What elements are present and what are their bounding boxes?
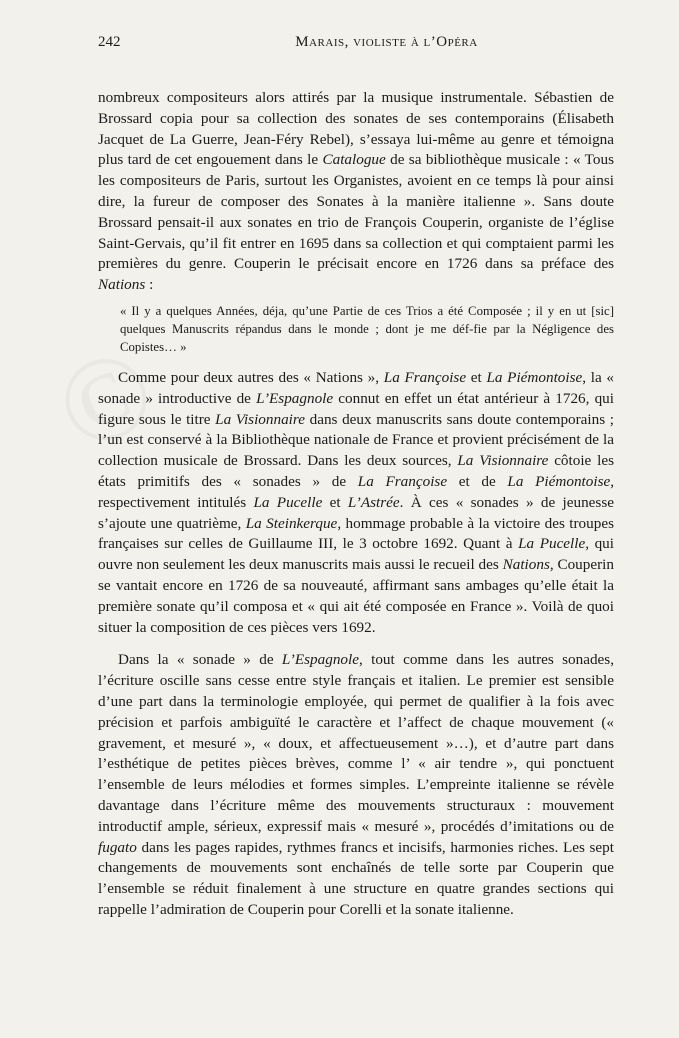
running-head: Marais, violiste à l’Opéra bbox=[295, 34, 478, 50]
paragraph-2 bbox=[98, 368, 614, 638]
italic-title: fugato bbox=[98, 838, 137, 856]
block-quote bbox=[120, 302, 614, 356]
text-run: connut en effet un état antérieur à 1726, qui figure sous le titre bbox=[98, 389, 614, 428]
text-run: , tout comme dans les autres sonades, l’écriture oscille sans cesse entre style français et italien. Le premier est sensible d’une part dans la terminologie employée, qui permet de qualifier à la fois avec précision et parfois ambiguïté le caractère et l’affect de chaque mouvement (« gravement, et mesuré », « doux, et affectueusement »…), et d’autre part dans l’esthétique de petites pièces brèves, comme l’ « air tendre », qui ponctuent l’ensemble de leurs mélodies et formes simples. L’empreinte italienne se révèle davantage dans l’écriture même des mouvements structuraux : mouvement introductif ample, sérieux, expressif mais « mesuré », procédés d’imitations ou de bbox=[98, 651, 615, 835]
text-run: , Couperin se vantait encore en 1726 de sa nouveauté, affirmant sans ambages qu’elle était la première sonate qu’il composa et « qui ait été composée en France ». Voilà de quoi situer la composition de ces pièces vers 1692. bbox=[98, 556, 614, 636]
italic-title: L’Espagnole bbox=[281, 651, 359, 669]
text-run: et bbox=[322, 493, 348, 511]
italic-title: La Piémontoise bbox=[507, 472, 611, 490]
italic-title: La Françoise bbox=[383, 368, 467, 386]
text-run: de sa bibliothèque musicale : « Tous les compositeurs de Paris, surtout les Organistes, avoient en ce temps là pour ainsi dire, la fureur de composer des Sonates à la manière italienne ». Sans doute Brossard pensait-il aux sonates en trio de François Couperin, organiste de l’église Saint-Gervais, qu’il fit entrer en 1695 dans sa collection et qui comptaient parmi les premières du genre. Couperin le précisait encore en 1726 dans sa préface des bbox=[98, 151, 614, 273]
italic-title: La Visionnaire bbox=[457, 452, 549, 470]
paragraph-1 bbox=[98, 88, 614, 296]
italic-title: Nations bbox=[98, 276, 146, 294]
text-run: Dans la « sonade » de bbox=[118, 651, 282, 669]
italic-title: Nations bbox=[502, 556, 550, 574]
italic-title: La Pucelle bbox=[518, 535, 586, 553]
text-run: côtoie les états primitifs des « sonades » de bbox=[98, 452, 614, 490]
text-run: . À ces « sonades » de jeunesse s’ajoute une quatrième, bbox=[98, 493, 614, 532]
italic-title: La Pucelle bbox=[253, 493, 323, 511]
text-run: et bbox=[466, 368, 487, 386]
italic-title: La Piémontoise bbox=[486, 368, 583, 386]
italic-title: La Steinkerque bbox=[245, 514, 338, 532]
italic-title: La Françoise bbox=[357, 472, 448, 490]
page-header bbox=[98, 34, 615, 56]
paragraph-3 bbox=[98, 650, 614, 920]
page-number: 242 bbox=[98, 34, 121, 50]
text-run: dans deux manuscrits sans doute contemporains ; l’un est conservé à la Bibliothèque nationale de France et provient précisément de la collection musicale de Brossard. Dans les deux sources, bbox=[98, 410, 614, 470]
text-run: « Il y a quelques Années, déja, qu’une Partie de ces Trios a été Composée ; il y en ut [sic] quelques Manuscrits répandus dans le monde ; dont je me déf-fie par la Négligence des Copistes… » bbox=[120, 303, 614, 354]
italic-title: Catalogue bbox=[322, 151, 386, 169]
text-run: Comme pour deux autres des « Nations », bbox=[118, 368, 384, 386]
text-run: : bbox=[145, 276, 154, 294]
text-run: , la « sonade » introductive de bbox=[98, 368, 614, 407]
text-run: nombreux compositeurs alors attirés par la musique instrumentale. Sébastien de Brossard copia pour sa collection des sonates de ses contemporains (Élisabeth Jacquet de La Guerre, Jean-Féry Rebel), s’essaya lui-même au genre et témoigna plus tard de cet engouement dans le bbox=[98, 89, 614, 169]
text-run: , respectivement intitulés bbox=[98, 472, 615, 511]
text-run: dans les pages rapides, rythmes francs et incisifs, harmonies riches. Les sept changements de mouvements sont enchaînés de telle sorte par Couperin que l’ensemble se réduit finalement à une structure en quatre grandes sections qui rappelle l’admiration de Couperin pour Corelli et la sonate italienne. bbox=[98, 838, 614, 918]
italic-title: La Visionnaire bbox=[215, 410, 305, 428]
italic-title: L’Astrée bbox=[347, 493, 400, 511]
text-run: , hommage probable à la victoire des troupes françaises sur celles de Guillaume III, le 3 octobre 1692. Quant à bbox=[98, 514, 614, 553]
italic-title: L’Espagnole bbox=[256, 389, 334, 407]
text-run: , qui ouvre non seulement les deux manuscrits mais aussi le recueil des bbox=[98, 535, 614, 574]
text-run: et de bbox=[447, 472, 508, 490]
body-text bbox=[98, 88, 614, 921]
